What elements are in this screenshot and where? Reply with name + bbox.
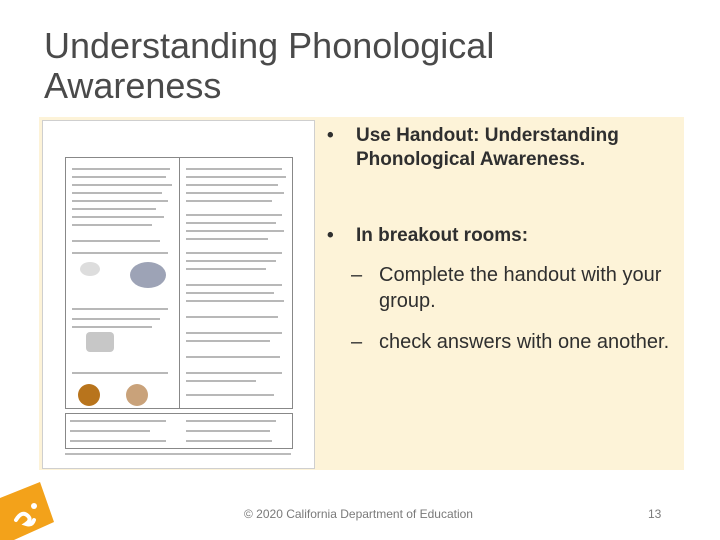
logo-icon [0,482,54,540]
sub-bullet-marker: – [351,331,363,353]
handout-heading [65,127,291,134]
sub-bullet-text: check answers with one another. [379,331,670,353]
page-number: 13 [648,507,662,521]
handout-thumbnail [42,120,315,469]
handout-page [65,127,291,459]
handout-activity-grid [65,157,293,409]
sub-bullet-marker: – [351,264,363,286]
handout-right-column [179,158,292,408]
handout-left-column [66,158,178,408]
handout-answer-table [65,413,293,449]
bullet-marker: • [327,125,334,146]
bullet-marker: • [327,225,334,246]
handout-footer [65,453,291,455]
bullet-text: Use Handout: Understanding Phonological Awareness. [356,125,619,170]
slide-footer: © 2020 California Department of Education [244,507,473,521]
handout-instructions [65,137,291,143]
bullet-text: In breakout rooms: [356,225,529,246]
sub-bullet-text: Complete the handout with your group. [379,264,662,312]
slide-title: Understanding Phonological Awareness [44,25,495,106]
